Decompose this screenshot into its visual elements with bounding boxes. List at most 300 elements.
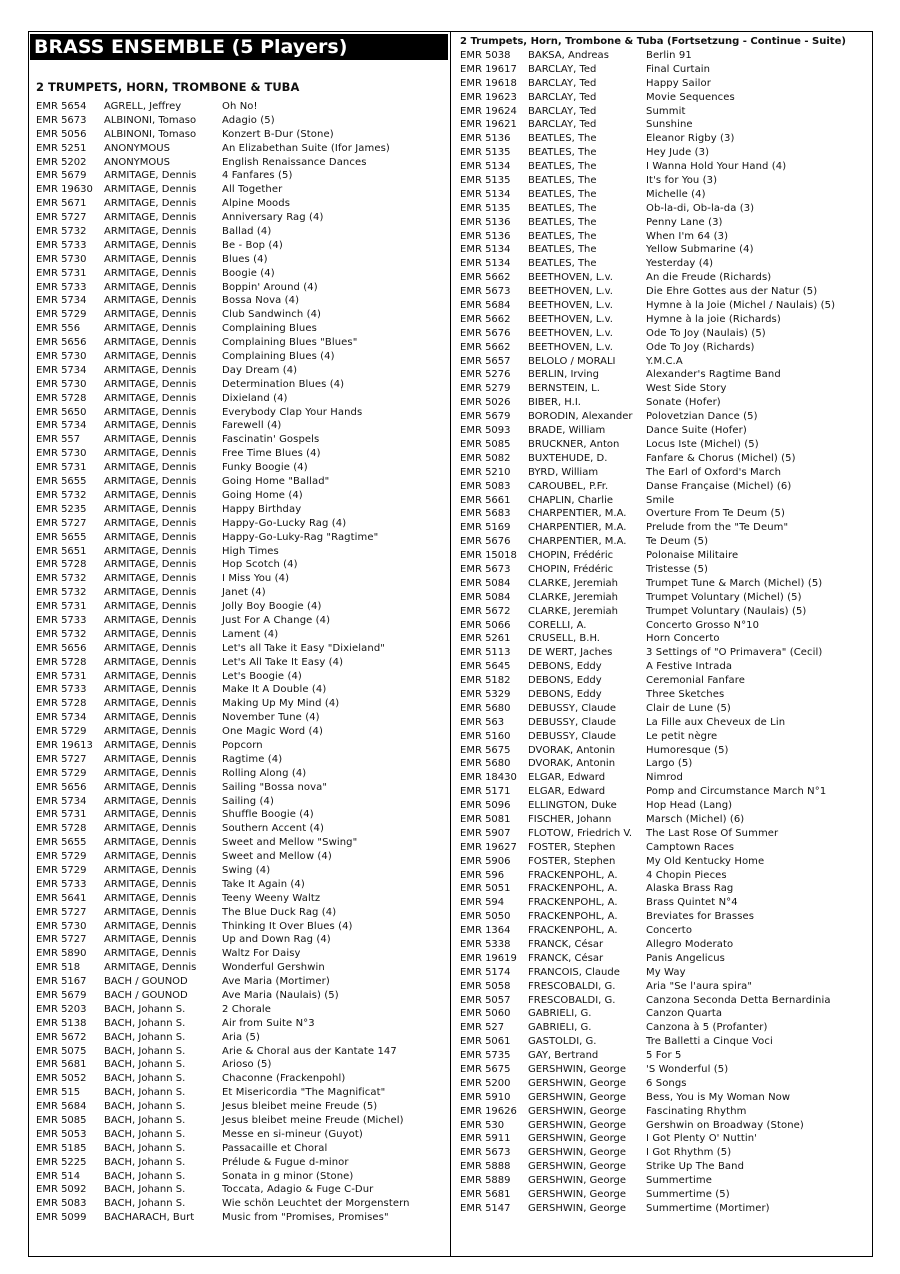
catalog-number: EMR 5656 [36,337,87,349]
piece-title: The Blue Duck Rag (4) [222,906,337,918]
composer-name: BACH / GOUNOD [104,990,188,1001]
composer-name: ARMITAGE, Dennis [104,545,197,557]
composer-name: ARMITAGE, Dennis [104,712,197,724]
composer-name: BEATLES, The [528,147,597,159]
piece-title: Ode To Joy (Richards) [646,341,755,353]
piece-title: Be - Bop (4) [222,239,283,251]
composer-name: BACH, Johann S. [104,1045,186,1057]
catalog-number: EMR 5911 [460,1133,511,1145]
piece-title: Ob-la-di, Ob-la-da (3) [646,202,755,214]
piece-title: Gershwin on Broadway (Stone) [646,1119,804,1131]
composer-name: BACH, Johann S. [104,1198,186,1210]
composer-name: GERSHWIN, George [528,1064,627,1076]
catalog-number: EMR 19613 [36,739,93,751]
catalog-number: EMR 5134 [460,244,511,256]
composer-name: ARMITAGE, Dennis [104,462,197,474]
composer-name: CHARPENTIER, M.A. [528,536,627,548]
catalog-number: EMR 5099 [36,1212,87,1224]
catalog-number: EMR 518 [36,962,81,974]
catalog-number: EMR 5083 [36,1198,87,1210]
composer-name: BEETHOVEN, L.v. [528,341,613,353]
piece-title: Hymne à la joie (Richards) [646,313,781,325]
composer-name: CRUSELL, B.H. [528,633,600,645]
catalog-number: EMR 5061 [460,1036,511,1048]
catalog-number: EMR 19619 [460,952,517,964]
catalog-number: EMR 5066 [460,619,511,631]
piece-title: I Got Rhythm (5) [646,1147,732,1159]
catalog-number: EMR 5093 [460,425,511,437]
piece-title: Hymne à la Joie (Michel / Naulais) (5) [646,300,836,312]
composer-name: BEETHOVEN, L.v. [528,327,613,339]
catalog-number: EMR 5026 [460,397,511,409]
composer-name: CLARKE, Jeremiah [528,577,618,589]
piece-title: Pomp and Circumstance March N°1 [646,786,827,798]
piece-title: Jesus bleibet meine Freude (Michel) [222,1115,404,1127]
composer-name: ARMITAGE, Dennis [104,364,197,376]
catalog-number: EMR 5731 [36,267,87,279]
composer-name: ARMITAGE, Dennis [104,837,197,849]
catalog-number: EMR 5679 [36,990,87,1001]
piece-title: Sailing "Bossa nova" [222,781,328,793]
catalog-number: EMR 5085 [36,1115,87,1127]
catalog-number: EMR 5733 [36,878,87,890]
piece-title: All Together [222,184,283,196]
composer-name: BORODIN, Alexander [528,411,633,423]
catalog-number: EMR 5734 [36,795,87,807]
piece-title: Polonaise Militaire [646,550,739,562]
catalog-number: EMR 5731 [36,809,87,821]
composer-name: BARCLAY, Ted [528,91,597,103]
piece-title: Nimrod [646,772,683,784]
catalog-number: EMR 5673 [460,286,511,298]
piece-title: Happy Birthday [222,503,302,515]
catalog-number: EMR 18430 [460,772,517,784]
composer-name: ARMITAGE, Dennis [104,434,197,446]
piece-title: Penny Lane (3) [646,216,723,228]
composer-name: BACH, Johann S. [104,1142,186,1154]
piece-title: Teeny Weeny Waltz [222,892,321,904]
piece-title: It's for You (3) [646,175,718,187]
catalog-number: EMR 5657 [460,355,511,367]
piece-title: Everybody Clap Your Hands [222,406,363,418]
piece-title: Smile [646,494,675,506]
catalog-number: EMR 5083 [460,480,511,492]
catalog-number: EMR 19623 [460,91,517,103]
piece-title: Berlin 91 [646,50,692,61]
composer-name: ARMITAGE, Dennis [104,198,197,210]
catalog-number: EMR 5060 [460,1008,511,1020]
piece-title: 3 Settings of "O Primavera" (Cecil) [646,647,823,659]
composer-name: ARMITAGE, Dennis [104,323,197,335]
piece-title: Sweet and Mellow "Swing" [222,837,358,849]
composer-name: ARMITAGE, Dennis [104,406,197,418]
catalog-number: EMR 5734 [36,364,87,376]
piece-title: A Festive Intrada [646,661,733,673]
piece-title: Arie & Choral aus der Kantate 147 [222,1045,397,1057]
piece-title: Boogie (4) [222,267,275,279]
piece-title: The Earl of Oxford's March [646,466,782,478]
left-section-heading: 2 TRUMPETS, HORN, TROMBONE & TUBA [36,80,300,94]
composer-name: BEETHOVEN, L.v. [528,286,613,298]
composer-name: BACH, Johann S. [104,1017,186,1029]
composer-name: ARMITAGE, Dennis [104,642,197,654]
piece-title: Final Curtain [646,63,711,75]
catalog-number: EMR 5728 [36,392,87,404]
piece-title: La Fille aux Cheveux de Lin [646,716,786,728]
catalog-number: EMR 5888 [460,1161,511,1173]
catalog-number: EMR 5225 [36,1156,87,1168]
catalog-number: EMR 557 [36,434,81,446]
piece-title: Concerto Grosso N°10 [646,619,760,631]
piece-title: Toccata, Adagio & Fuge C-Dur [222,1184,374,1196]
catalog-number: EMR 5733 [36,239,87,251]
composer-name: BACH, Johann S. [104,1184,186,1196]
piece-title: Let's Boogie (4) [222,670,302,682]
composer-name: BEATLES, The [528,133,597,145]
catalog-number: EMR 5200 [460,1077,511,1089]
catalog-number: EMR 5732 [36,628,87,640]
piece-title: Strike Up The Band [646,1161,745,1173]
composer-name: BELOLO / MORALI [528,355,616,367]
piece-title: Sweet and Mellow (4) [222,851,332,863]
catalog-number: EMR 5728 [36,698,87,710]
piece-title: Clair de Lune (5) [646,702,731,714]
piece-title: Fanfare & Chorus (Michel) (5) [646,452,796,464]
composer-name: ARMITAGE, Dennis [104,601,197,613]
composer-name: FRANCK, César [528,939,604,950]
catalog-number: EMR 5727 [36,753,87,765]
piece-title: Three Sketches [646,688,725,700]
composer-name: BAKSA, Andreas [528,50,609,61]
piece-title: 4 Chopin Pieces [646,869,727,881]
piece-title: Farewell (4) [222,420,282,432]
catalog-number: EMR 5084 [460,591,511,603]
piece-title: Sonate (Hofer) [646,397,721,409]
composer-name: FRACKENPOHL, A. [528,897,618,909]
piece-title: Bossa Nova (4) [222,295,300,307]
composer-name: CAROUBEL, P.Fr. [528,480,609,492]
catalog-number: EMR 5655 [36,531,87,543]
composer-name: BACH, Johann S. [104,1115,186,1127]
composer-name: ARMITAGE, Dennis [104,448,197,460]
composer-name: ARMITAGE, Dennis [104,267,197,279]
piece-title: Camptown Races [646,841,735,853]
catalog-number: EMR 5160 [460,730,511,742]
composer-name: FRACKENPOHL, A. [528,883,618,895]
composer-name: ARMITAGE, Dennis [104,226,197,238]
composer-name: GERSHWIN, George [528,1105,627,1117]
piece-title: I Got Plenty O' Nuttin' [646,1133,758,1145]
piece-title: Take It Again (4) [222,878,305,890]
composer-name: ARMITAGE, Dennis [104,906,197,918]
catalog-number: EMR 1364 [460,925,511,937]
composer-name: ARMITAGE, Dennis [104,184,197,196]
composer-name: ARMITAGE, Dennis [104,281,197,293]
composer-name: BARCLAY, Ted [528,119,597,131]
piece-title: Happy-Go-Lucky Rag (4) [222,517,347,529]
composer-name: ARMITAGE, Dennis [104,809,197,821]
piece-title: Largo (5) [646,758,693,770]
piece-title: Hey Jude (3) [646,147,710,159]
composer-name: FISCHER, Johann [528,813,612,825]
composer-name: ARMITAGE, Dennis [104,823,197,835]
piece-title: Happy Sailor [646,77,711,89]
composer-name: ELGAR, Edward [528,786,606,798]
catalog-number: EMR 5276 [460,369,511,381]
composer-name: BACH, Johann S. [104,1003,186,1015]
catalog-number: EMR 5136 [460,216,511,228]
catalog-number: EMR 5730 [36,253,87,265]
piece-title: Sunshine [646,119,693,131]
composer-name: GERSHWIN, George [528,1147,627,1159]
piece-title: Trumpet Voluntary (Naulais) (5) [646,605,807,617]
catalog-number: EMR 5641 [36,892,87,904]
catalog-number: EMR 5057 [460,994,511,1006]
catalog-number: EMR 5113 [460,647,511,659]
composer-name: ARMITAGE, Dennis [104,753,197,765]
composer-name: ARMITAGE, Dennis [104,212,197,224]
catalog-number: EMR 5038 [460,50,511,61]
composer-name: ARMITAGE, Dennis [104,489,197,501]
piece-title: Going Home (4) [222,489,303,501]
composer-name: ARMITAGE, Dennis [104,573,197,585]
piece-title: Overture From Te Deum (5) [646,508,786,520]
catalog-number: EMR 5907 [460,827,511,839]
piece-title: Ragtime (4) [222,753,283,765]
catalog-number: EMR 5731 [36,462,87,474]
piece-title: Funky Boogie (4) [222,462,308,474]
piece-title: Day Dream (4) [222,364,298,376]
composer-name: GABRIELI, G. [528,1008,592,1020]
catalog-number: EMR 5731 [36,670,87,682]
piece-title: Complaining Blues "Blues" [222,337,358,349]
piece-title: Complaining Blues (4) [222,351,335,363]
piece-title: Adagio (5) [222,114,275,126]
composer-name: ARMITAGE, Dennis [104,239,197,251]
composer-name: GAY, Bertrand [528,1050,599,1062]
composer-name: BEATLES, The [528,244,597,256]
piece-title: One Magic Word (4) [222,726,323,738]
piece-title: 2 Chorale [222,1003,272,1015]
piece-title: West Side Story [646,383,727,395]
catalog-number: EMR 5890 [36,948,87,960]
composer-name: ARMITAGE, Dennis [104,767,197,779]
composer-name: FRACKENPOHL, A. [528,869,618,881]
piece-title: Prélude & Fugue d-minor [222,1156,349,1168]
composer-name: BEATLES, The [528,258,597,270]
catalog-number: EMR 5338 [460,939,511,950]
composer-name: BACH, Johann S. [104,1059,186,1071]
piece-title: Jesus bleibet meine Freude (5) [222,1101,378,1113]
piece-title: Canzona à 5 (Profanter) [646,1022,768,1034]
composer-name: ARMITAGE, Dennis [104,378,197,390]
composer-name: GASTOLDI, G. [528,1036,597,1048]
composer-name: FOSTER, Stephen [528,841,616,853]
piece-title: High Times [222,545,279,557]
catalog-number: EMR 5655 [36,837,87,849]
composer-name: FRESCOBALDI, G. [528,994,616,1006]
piece-title: Happy-Go-Luky-Rag "Ragtime" [222,531,379,543]
catalog-number: EMR 5645 [460,661,511,673]
catalog-number: EMR 5728 [36,656,87,668]
composer-name: AGRELL, Jeffrey [104,101,182,112]
piece-title: Arioso (5) [222,1059,272,1071]
composer-name: DE WERT, Jaches [528,647,613,659]
catalog-number: EMR 19630 [36,184,93,196]
composer-name: BACH / GOUNOD [104,976,188,988]
composer-name: DEBONS, Eddy [528,688,602,700]
piece-title: Marsch (Michel) (6) [646,813,745,825]
piece-title: Horn Concerto [646,633,720,645]
piece-title: Allegro Moderato [646,939,734,950]
catalog-number: EMR 5732 [36,226,87,238]
composer-name: BEETHOVEN, L.v. [528,300,613,312]
catalog-number: EMR 5733 [36,614,87,626]
composer-name: ARMITAGE, Dennis [104,864,197,876]
piece-title: Shuffle Boogie (4) [222,809,314,821]
piece-title: Ave Maria (Mortimer) [222,976,330,988]
catalog-number: EMR 5651 [36,545,87,557]
catalog-number: EMR 5662 [460,313,511,325]
catalog-number: EMR 5251 [36,142,87,154]
piece-title: Music from "Promises, Promises" [222,1212,389,1224]
catalog-number: EMR 5732 [36,587,87,599]
piece-title: Make It A Double (4) [222,684,327,696]
catalog-number: EMR 5210 [460,466,511,478]
catalog-number: EMR 5050 [460,911,511,923]
piece-title: Le petit nègre [646,730,718,742]
catalog-number: EMR 19617 [460,63,517,75]
piece-title: Thinking It Over Blues (4) [222,920,353,932]
piece-title: An die Freude (Richards) [646,272,772,284]
catalog-number: EMR 5329 [460,688,511,700]
piece-title: Let's All Take It Easy (4) [222,656,344,668]
catalog-number: EMR 5681 [36,1059,87,1071]
catalog-number: EMR 5732 [36,489,87,501]
composer-name: CORELLI, A. [528,619,587,631]
catalog-number: EMR 5279 [460,383,511,395]
composer-name: FRACKENPOHL, A. [528,911,618,923]
piece-title: Tre Balletti a Cinque Voci [646,1036,773,1048]
catalog-number: EMR 5650 [36,406,87,418]
catalog-number: EMR 5174 [460,966,511,978]
catalog-number: EMR 5135 [460,175,511,187]
composer-name: ARMITAGE, Dennis [104,962,197,974]
catalog-number: EMR 5235 [36,503,87,515]
catalog-number: EMR 5889 [460,1175,511,1187]
piece-title: 6 Songs [646,1077,687,1089]
composer-name: ARMITAGE, Dennis [104,781,197,793]
composer-name: BACHARACH, Burt [104,1212,195,1224]
piece-title: Eleanor Rigby (3) [646,133,735,145]
catalog-number: EMR 5676 [460,327,511,339]
catalog-number: EMR 5672 [460,605,511,617]
catalog-number: EMR 5727 [36,517,87,529]
piece-title: Dance Suite (Hofer) [646,425,747,437]
catalog-number: EMR 5732 [36,573,87,585]
composer-name: DEBUSSY, Claude [528,730,617,742]
catalog-number: EMR 5679 [36,170,87,182]
composer-name: DEBONS, Eddy [528,675,602,687]
piece-title: Passacaille et Choral [222,1142,328,1154]
catalog-number: EMR 5136 [460,230,511,242]
catalog-number: EMR 5730 [36,378,87,390]
piece-title: Up and Down Rag (4) [222,934,331,946]
piece-title: Dixieland (4) [222,392,288,404]
catalog-number: EMR 5910 [460,1091,511,1103]
piece-title: Aria (5) [222,1031,261,1043]
composer-name: DVORAK, Antonin [528,744,616,756]
catalog-number: EMR 19624 [460,105,517,117]
composer-name: BRUCKNER, Anton [528,438,620,450]
catalog-number: EMR 19618 [460,77,517,89]
piece-title: I Miss You (4) [222,573,290,585]
composer-name: CHOPIN, Frédéric [528,563,614,575]
composer-name: GERSHWIN, George [528,1077,627,1089]
composer-name: DEBUSSY, Claude [528,716,617,728]
catalog-number: EMR 5733 [36,281,87,293]
catalog-number: EMR 5729 [36,767,87,779]
piece-title: Chaconne (Frackenpohl) [222,1073,346,1085]
piece-title: Alaska Brass Rag [646,883,734,895]
piece-title: Bess, You is My Woman Now [646,1091,791,1103]
piece-title: Alpine Moods [222,198,291,210]
composer-name: ELLINGTON, Duke [528,800,617,812]
piece-title: Polovetzian Dance (5) [646,411,758,423]
piece-title: Ceremonial Fanfare [646,675,746,687]
catalog-number: EMR 5727 [36,906,87,918]
catalog-number: EMR 5673 [460,563,511,575]
piece-title: Canzon Quarta [646,1008,723,1020]
composer-name: FRANCK, César [528,952,604,964]
composer-name: ARMITAGE, Dennis [104,739,197,751]
piece-title: Panis Angelicus [646,952,725,964]
piece-title: 5 For 5 [646,1050,682,1062]
composer-name: BEATLES, The [528,161,597,173]
piece-title: Summertime (5) [646,1189,730,1201]
piece-title: Fascinating Rhythm [646,1105,747,1117]
piece-title: Blues (4) [222,253,268,265]
catalog-number: EMR 5135 [460,202,511,214]
catalog-number: EMR 5729 [36,726,87,738]
catalog-number: EMR 5673 [460,1147,511,1159]
column-divider [450,31,451,1257]
catalog-number: EMR 5734 [36,295,87,307]
piece-title: Yesterday (4) [646,258,714,270]
composer-name: ARMITAGE, Dennis [104,795,197,807]
composer-name: FOSTER, Stephen [528,855,616,867]
composer-name: BACH, Johann S. [104,1156,186,1168]
right-section-heading: 2 Trumpets, Horn, Trombone & Tuba (Fortsetzung - Continue - Suite) [460,36,846,47]
composer-name: BYRD, William [528,466,599,478]
piece-title: Oh No! [222,101,258,112]
piece-title: Danse Française (Michel) (6) [646,480,792,492]
catalog-number: EMR 5683 [460,508,511,520]
composer-name: ELGAR, Edward [528,772,606,784]
catalog-number: EMR 5734 [36,712,87,724]
catalog-number: EMR 19621 [460,119,517,131]
composer-name: BACH, Johann S. [104,1170,186,1182]
piece-title: Yellow Submarine (4) [646,244,754,256]
composer-name: ARMITAGE, Dennis [104,920,197,932]
piece-title: Making Up My Mind (4) [222,698,340,710]
catalog-number: EMR 19627 [460,841,517,853]
catalog-number: EMR 5053 [36,1128,87,1140]
piece-title: Aria "Se l'aura spira" [646,980,753,992]
piece-title: Ballad (4) [222,226,272,238]
catalog-number: EMR 596 [460,869,505,881]
piece-title: Lament (4) [222,628,279,640]
